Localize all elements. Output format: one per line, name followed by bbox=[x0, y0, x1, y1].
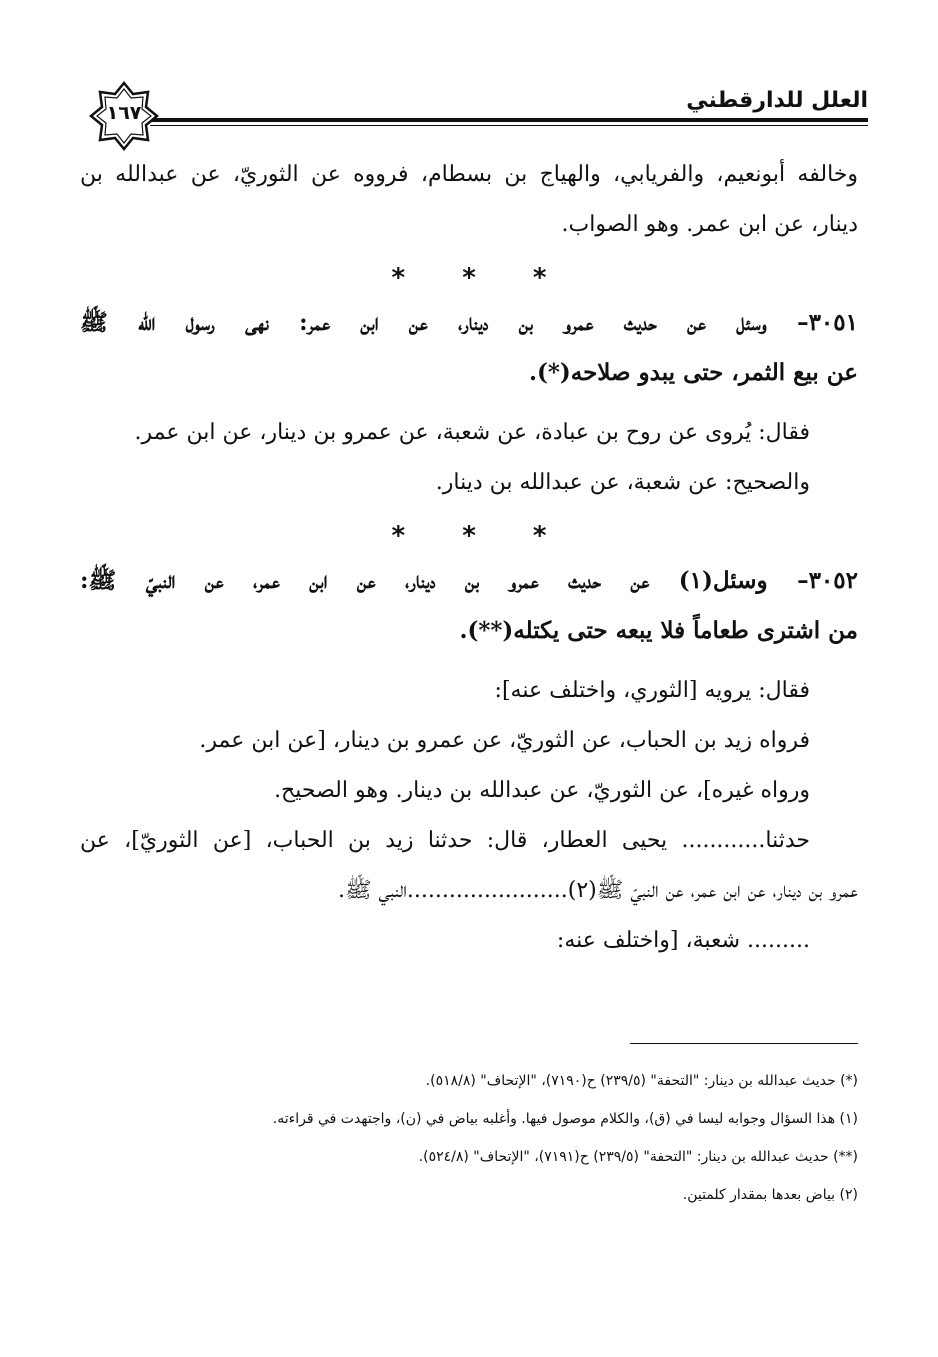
question-heading-3051-cont: عن بيع الثمر، حتى يبدو صلاحه(*). bbox=[528, 359, 858, 386]
answer-line: حدثنا............ يحيى العطار، قال: حدثنا زيد بن الحباب، [عن الثوريّ]، عن bbox=[80, 828, 811, 853]
answer-line: ......... شعبة، [واختلف عنه: bbox=[556, 928, 810, 953]
answer-line: فقال: يُروى عن روح بن عبادة، عن شعبة، عن عمرو بن دينار، عن ابن عمر. bbox=[134, 420, 810, 445]
footnotes bbox=[80, 1062, 858, 1214]
section-separator: * * * bbox=[391, 521, 547, 551]
header-rule bbox=[150, 118, 868, 122]
footnote: (٢) بياض بعدها بمقدار كلمتين. bbox=[682, 1187, 858, 1203]
page-number: ١٦٧ bbox=[106, 102, 142, 124]
page-number-badge bbox=[88, 80, 160, 152]
header-rule-thin bbox=[150, 125, 868, 126]
answer-line: والصحيح: عن شعبة، عن عبدالله بن دينار. bbox=[435, 470, 810, 495]
answer-line: عمرو بن دينار، عن ابن عمر، عن النبيّ ﷺ(٢).......................النبي ﷺ. bbox=[337, 878, 858, 903]
running-title: العلل للدارقطني bbox=[686, 88, 868, 113]
paragraph-line: وخالفه أبونعيم، والفريابي، والهياج بن بسطام، فرووه عن الثوريّ، عن عبدالله بن bbox=[80, 162, 858, 187]
footnote: (١) هذا السؤال وجوابه ليسا في (ق)، والكلام موصول فيها. وأغلبه بياض في (ن)، واجتهدت في قراءته. bbox=[272, 1111, 858, 1127]
footnote: (*) حديث عبدالله بن دينار: "التحفة" (٢٣٩/٥) ح(٧١٩٠)، "الإتحاف" (٥١٨/٨). bbox=[425, 1073, 858, 1089]
body-text bbox=[80, 150, 858, 966]
question-heading-3052: ٣٠٥٢– وسئل(١) عن حديث عمرو بن دينار، عن ابن عمر، عن النبيّ ﷺ: bbox=[80, 567, 858, 594]
footnote: (**) حديث عبدالله بن دينار: "التحفة" (٢٣٩/٥) ح(٧١٩١)، "الإتحاف" (٥٢٤/٨). bbox=[418, 1149, 858, 1165]
paragraph-line: دينار، عن ابن عمر. وهو الصواب. bbox=[561, 212, 858, 237]
footnote-rule bbox=[630, 1043, 858, 1044]
question-heading-3052-cont: من اشترى طعاماً فلا يبعه حتى يكتله(**). bbox=[459, 617, 858, 644]
question-heading-3051: ٣٠٥١– وسئل عن حديث عمرو بن دينار، عن ابن عمر: نهى رسول الله ﷺ bbox=[80, 309, 858, 336]
answer-line: فقال: يرويه [الثوري، واختلف عنه]: bbox=[494, 678, 810, 703]
section-separator: * * * bbox=[391, 263, 547, 293]
answer-line: فرواه زيد بن الحباب، عن الثوريّ، عن عمرو بن دينار، [عن ابن عمر. bbox=[199, 728, 810, 753]
answer-line: ورواه غيره]، عن الثوريّ، عن عبدالله بن دينار. وهو الصحيح. bbox=[274, 778, 810, 803]
